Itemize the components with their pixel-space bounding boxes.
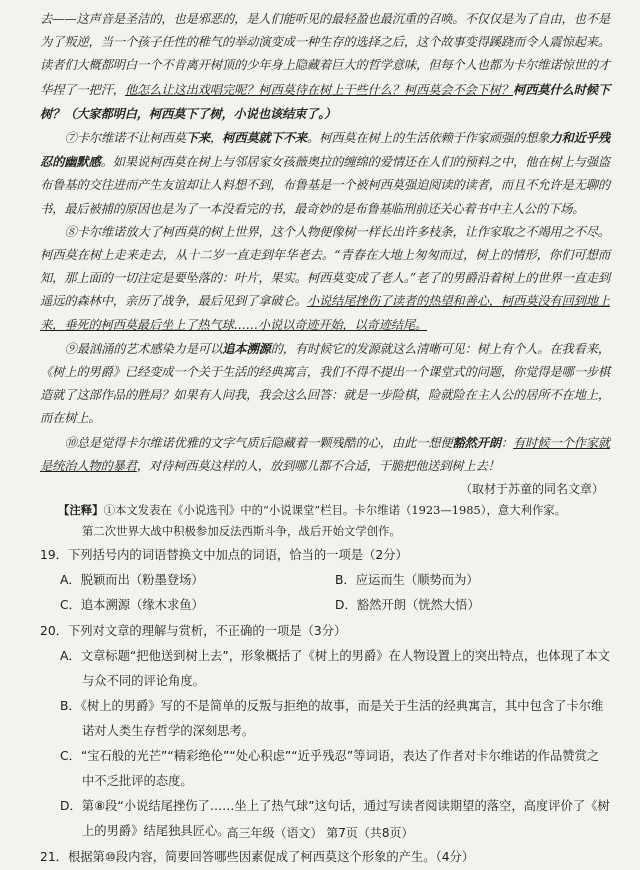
bold-text: 下来: [185, 130, 211, 146]
underlined-text: 他怎么让这出戏唱完呢？柯西莫待在树上干些什么？柯西莫会不会下树？: [124, 82, 513, 97]
question-21: 21．根据第⑩段内容，简要回答哪些因素促成了柯西莫这个形象的产生。（4分）: [40, 850, 475, 865]
text: 卡尔维诺放大了柯西莫的树上世界，这个人物便像树一样长出许多枝条，让作家取之不竭用之不尽。柯西莫在树上走来走去，从十二岁一直走到年华老去。“青春在大地上匆匆而过，树上的情形，你们可想而知，那上面的一切注定是要坠落的：叶片，果实。柯西莫变成了老人。”老了的男爵沿着树上的世界一直走到遥远的森林中，亲历了战争，最后见到了拿破仑。: [40, 224, 610, 309]
bold-text: 力和近乎残忍的幽默感: [40, 130, 610, 170]
text: ：: [500, 435, 514, 450]
text: ，对待柯西莫这样的人，放到哪儿都不合适，干脆把他送到树上去！: [136, 458, 500, 473]
annotation-note: [40, 500, 610, 521]
text: 卡尔维诺不让柯西莫: [76, 131, 186, 146]
note-label: 【注释】: [58, 503, 104, 518]
option-a[interactable]: A．脱颖而出（粉墨登场）: [60, 573, 204, 588]
page-footer: 高三年级（语文） 第7页（共8页）: [226, 826, 414, 840]
option-d[interactable]: D．第⑧段“小说结尾挫伤了……坐上了热气球”这句话，通过写读者阅读期望的落空，高度评价了《树上的男爵》结尾独具匠心。: [60, 799, 610, 839]
bold-text: （大家都明白，柯西莫下了树，小说也该结束了。）: [64, 105, 337, 121]
option-b[interactable]: B．《树上的男爵》写的不是简单的反叛与拒绝的故事，而是关于生活的经典寓言，其中包含了卡尔维诺对人类生存哲学的深刻思考。: [60, 699, 604, 739]
passage-paragraph-8: [40, 221, 610, 337]
passage-paragraph-6-end: [40, 8, 610, 126]
option-c[interactable]: C．“宝石般的光芒”“精彩绝伦”“处心积虑”“近乎残忍”等词语，表达了作者对卡尔维诺的作品赞赏之中不乏批评的态度。: [60, 749, 600, 789]
note-text: ①本文发表在《小说选刊》中的“小说课堂”栏目。卡尔维诺（1923—1985），意大利作家。: [103, 503, 567, 518]
paragraph-number: ⑦: [64, 131, 77, 146]
text: 。如果说柯西莫在树上与邻居家女孩薇奥拉的缠绵的爱情还在人们的预料之中，他在树上与强盗布鲁基的交往进而产生友谊却让人料想不到，布鲁基是一个被柯西莫强迫阅读的读者，而且不允许是无聊的书，最后被捕的原因也是为了一本没看完的书，最奇妙的是布鲁基临刑前还关心着书中主人公的下场。: [40, 155, 610, 216]
paragraph-number: ⑨: [64, 341, 77, 356]
option-a[interactable]: A．文章标题“把他送到树上去”，形象概括了《树上的男爵》在人物设置上的突出特点，也体现了本文与众不同的评论角度。: [60, 649, 610, 689]
text: 总是觉得卡尔维诺优雅的文字气质后隐藏着一颗残酷的心，由此一想便: [76, 435, 453, 450]
text: 最汹涌的艺术感染力是可以: [76, 341, 223, 356]
source-citation: （取材于苏童的同名文章）: [459, 482, 604, 497]
text: 的，有时候它的发源就这么清晰可见：树上有个人。在我看来，《树上的男爵》已经变成一个关于生活的经典寓言，我们不得不提出一个课堂式的问题，你觉得是哪一步棋造就了这部作品的胜局？如果有人问我，我会这么回答：就是一步险棋，险就险在主人公的居所不在地上，而在树上。: [40, 341, 610, 426]
passage-paragraph-10: [40, 431, 610, 478]
question-19-options: [40, 568, 610, 618]
option-d[interactable]: D．豁然开朗（恍然大悟）: [335, 598, 480, 613]
text: ，: [210, 131, 223, 146]
question-20: 20．下列对文章的理解与赏析，不正确的一项是（3分）: [40, 624, 347, 639]
passage-paragraph-9: [40, 337, 610, 431]
dotted-term: 追本溯源: [222, 340, 271, 356]
bold-text: 柯西莫就下不来: [222, 130, 308, 146]
paragraph-number: ⑩: [64, 435, 77, 450]
underlined-text: 有时候一个作家就是统治人物的暴君: [40, 435, 610, 473]
passage-paragraph-7: [40, 126, 610, 221]
paragraph-number: ⑧: [64, 224, 77, 239]
option-c[interactable]: C．追本溯源（缘木求鱼）: [60, 598, 204, 613]
text: 。柯西莫在树上的生活依赖于作家顽强的想象: [307, 131, 550, 146]
question-19: 19．下列括号内的词语替换文中加点的词语，恰当的一项是（2分）: [40, 548, 408, 563]
bold-text: 柯西莫什么时候下树？: [40, 81, 610, 121]
dotted-term: 豁然开朗: [452, 434, 501, 450]
annotation-note-cont: 第二次世界大战中积极参加反法西斯斗争，战后开始文学创作。: [82, 524, 401, 539]
underlined-text: 小说结尾挫伤了读者的热望和善心，柯西莫没有回到地上来，垂死的柯西莫最后坐上了热气球……小说以奇迹开始，以奇迹结尾。: [40, 294, 610, 332]
option-b[interactable]: B．应运而生（顺势而为）: [335, 573, 479, 588]
text: 去——这声音是圣洁的，也是邪恶的，是人们能听见的最轻盈也最沉重的召唤。不仅仅是为了自由，也不是为了叛逆，当一个孩子任性的稚气的举动演变成一种生存的选择之后，这个故事变得蹊跷而令人震惊起来。读者们大概都明白一个不肯离开树顶的少年身上隐藏着巨大的哲学意味，但每个人也都为卡尔维诺惊世的才华捏了一把汗，: [40, 12, 610, 97]
